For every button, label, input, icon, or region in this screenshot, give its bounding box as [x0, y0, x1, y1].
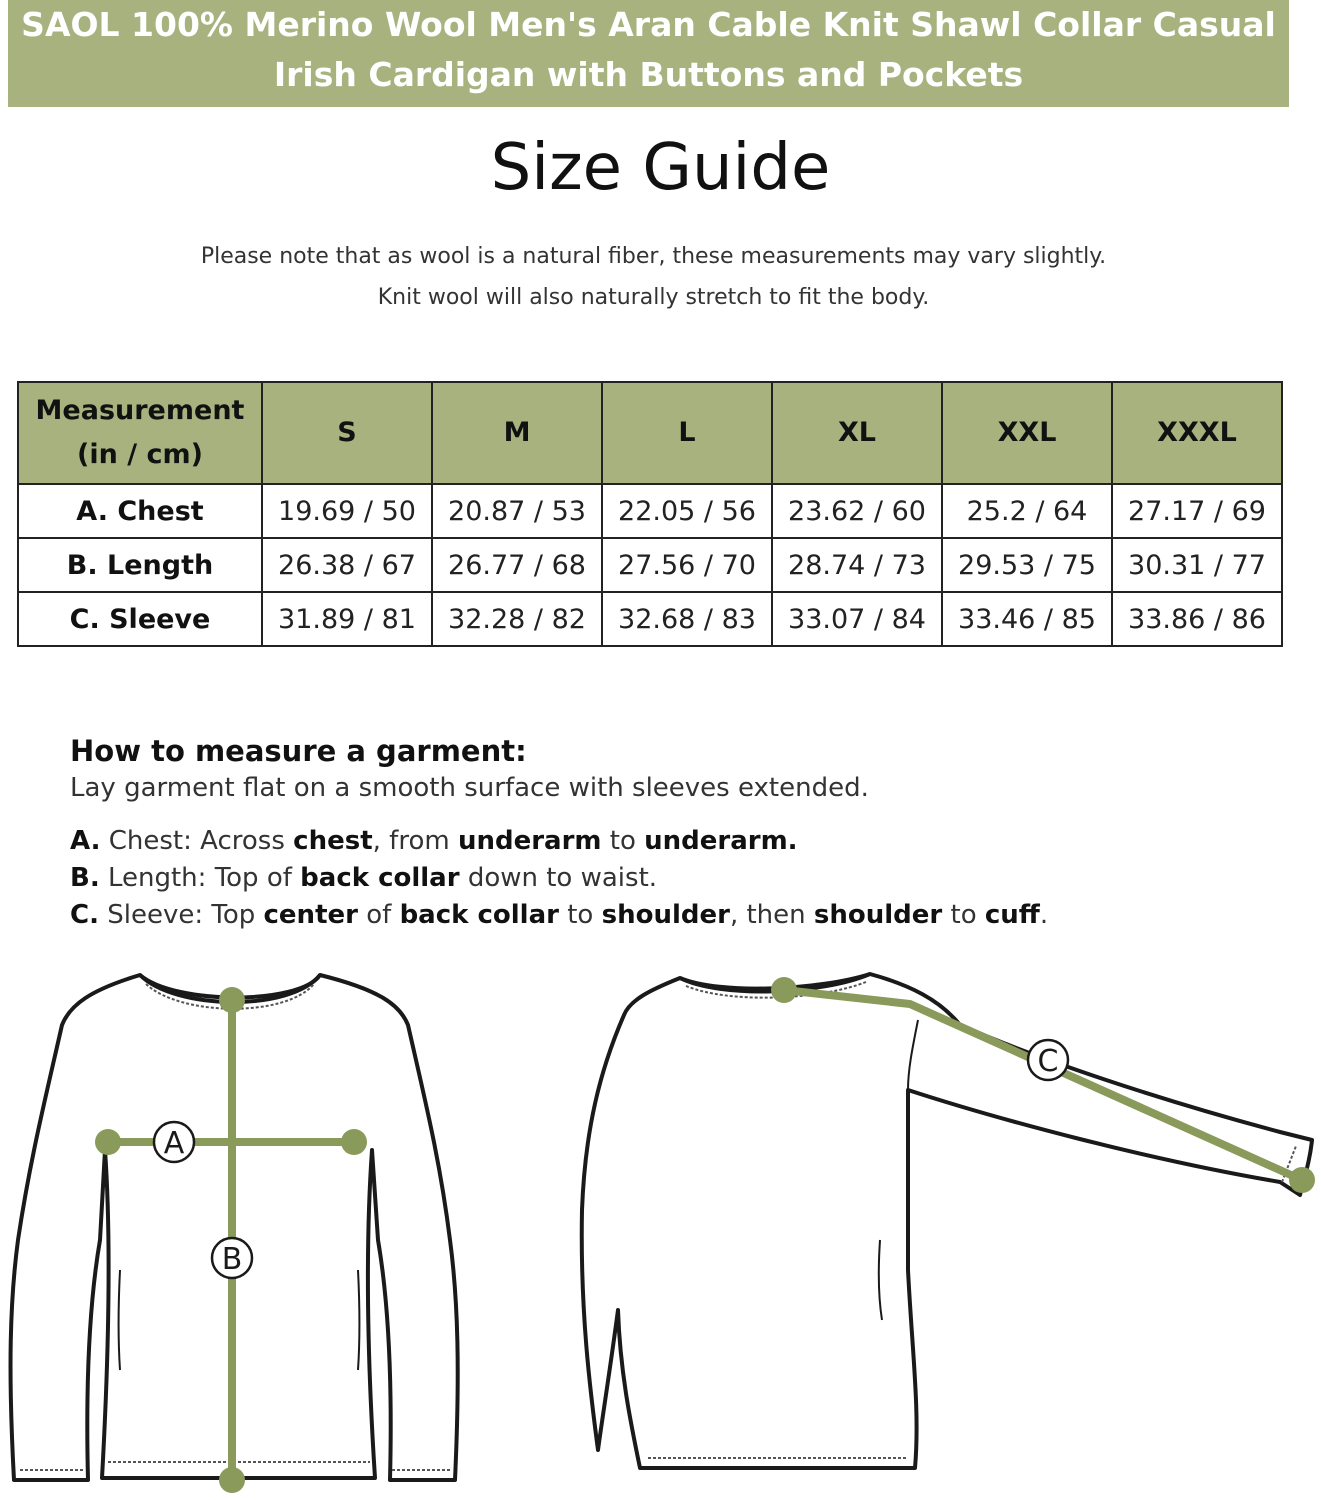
instruction-key: B.	[70, 863, 100, 893]
header-measurement-unit: (in / cm)	[77, 439, 203, 470]
instruction-text: .	[1039, 900, 1049, 930]
marker-b	[212, 1238, 252, 1278]
instruction-emphasis: underarm.	[644, 826, 798, 856]
table-header-row	[18, 382, 1282, 484]
instruction-emphasis: underarm	[457, 826, 602, 856]
instruction-sleeve	[70, 897, 1270, 934]
header-size: S	[262, 382, 432, 484]
instruction-emphasis: shoulder	[813, 900, 943, 930]
header-size: XXL	[942, 382, 1112, 484]
note-line-1: Please note that as wool is a natural fiber, these measurements may vary slightly.	[200, 244, 1107, 269]
table-cell: 27.17 / 69	[1112, 484, 1282, 538]
header-size: L	[602, 382, 772, 484]
instruction-emphasis: chest	[293, 826, 373, 856]
marker-c-label: C	[1037, 1044, 1059, 1079]
instruction-emphasis: center	[263, 900, 358, 930]
table-cell: 32.68 / 83	[602, 592, 772, 646]
size-table	[17, 381, 1283, 647]
table-cell: 33.46 / 85	[942, 592, 1112, 646]
instruction-text: , then	[729, 900, 806, 930]
table-row	[18, 592, 1282, 646]
table-cell: 23.62 / 60	[772, 484, 942, 538]
table-cell: 25.2 / 64	[942, 484, 1112, 538]
how-to-title: How to measure a garment:	[70, 734, 527, 768]
table-cell: 33.07 / 84	[772, 592, 942, 646]
table-cell: 28.74 / 73	[772, 538, 942, 592]
table-cell: 22.05 / 56	[602, 484, 772, 538]
table-row	[18, 538, 1282, 592]
back-garment-illustration	[582, 974, 1312, 1468]
page-title: Size Guide	[490, 131, 831, 205]
row-label: C. Sleeve	[18, 592, 262, 646]
header-size: XXXL	[1112, 382, 1282, 484]
table-cell: 26.77 / 68	[432, 538, 602, 592]
instruction-name: Sleeve:	[107, 900, 204, 930]
instruction-text: Top of	[214, 863, 292, 893]
instruction-emphasis: shoulder	[601, 900, 730, 930]
instruction-name: Chest:	[108, 826, 192, 856]
instruction-chest	[70, 823, 1270, 860]
header-measurement	[18, 382, 262, 484]
table-cell: 33.86 / 86	[1112, 592, 1282, 646]
table-cell: 31.89 / 81	[262, 592, 432, 646]
header-measurement-label: Measurement	[35, 395, 245, 426]
title-banner	[8, 0, 1289, 107]
instruction-text: to	[609, 826, 636, 856]
table-cell: 30.31 / 77	[1112, 538, 1282, 592]
instruction-length	[70, 860, 1270, 897]
table-cell: 27.56 / 70	[602, 538, 772, 592]
banner-line-1: SAOL 100% Merino Wool Men's Aran Cable Knit Shawl Collar Casual	[21, 5, 1276, 44]
banner-line-2: Irish Cardigan with Buttons and Pockets	[273, 55, 1024, 94]
instruction-emphasis: cuff	[984, 900, 1040, 930]
table-cell: 32.28 / 82	[432, 592, 602, 646]
table-row	[18, 484, 1282, 538]
table-cell: 29.53 / 75	[942, 538, 1112, 592]
instruction-text: Top	[211, 900, 256, 930]
header-size: M	[432, 382, 602, 484]
row-label: A. Chest	[18, 484, 262, 538]
table-cell: 20.87 / 53	[432, 484, 602, 538]
note-line-2: Knit wool will also naturally stretch to fit the body.	[377, 285, 930, 310]
instruction-key: A.	[70, 826, 101, 856]
garment-diagram	[0, 950, 1321, 1500]
instruction-text: of	[366, 900, 392, 930]
table-cell: 26.38 / 67	[262, 538, 432, 592]
instruction-text: Across	[200, 826, 285, 856]
instruction-key: C.	[70, 900, 99, 930]
instruction-emphasis: back collar	[399, 900, 559, 930]
marker-c	[1028, 1040, 1068, 1080]
marker-b-label: B	[221, 1242, 243, 1277]
instruction-text: down to waist.	[467, 863, 658, 893]
instruction-text: , from	[372, 826, 450, 856]
how-to-measure	[70, 732, 1270, 934]
table-cell: 19.69 / 50	[262, 484, 432, 538]
how-to-subtitle: Lay garment flat on a smooth surface with sleeves extended.	[70, 773, 869, 803]
marker-a-label: A	[163, 1126, 185, 1161]
instruction-emphasis: back collar	[300, 863, 460, 893]
row-label: B. Length	[18, 538, 262, 592]
marker-a	[154, 1122, 194, 1162]
instruction-text: to	[567, 900, 594, 930]
instruction-name: Length:	[107, 863, 207, 893]
header-size: XL	[772, 382, 942, 484]
instruction-text: to	[950, 900, 977, 930]
